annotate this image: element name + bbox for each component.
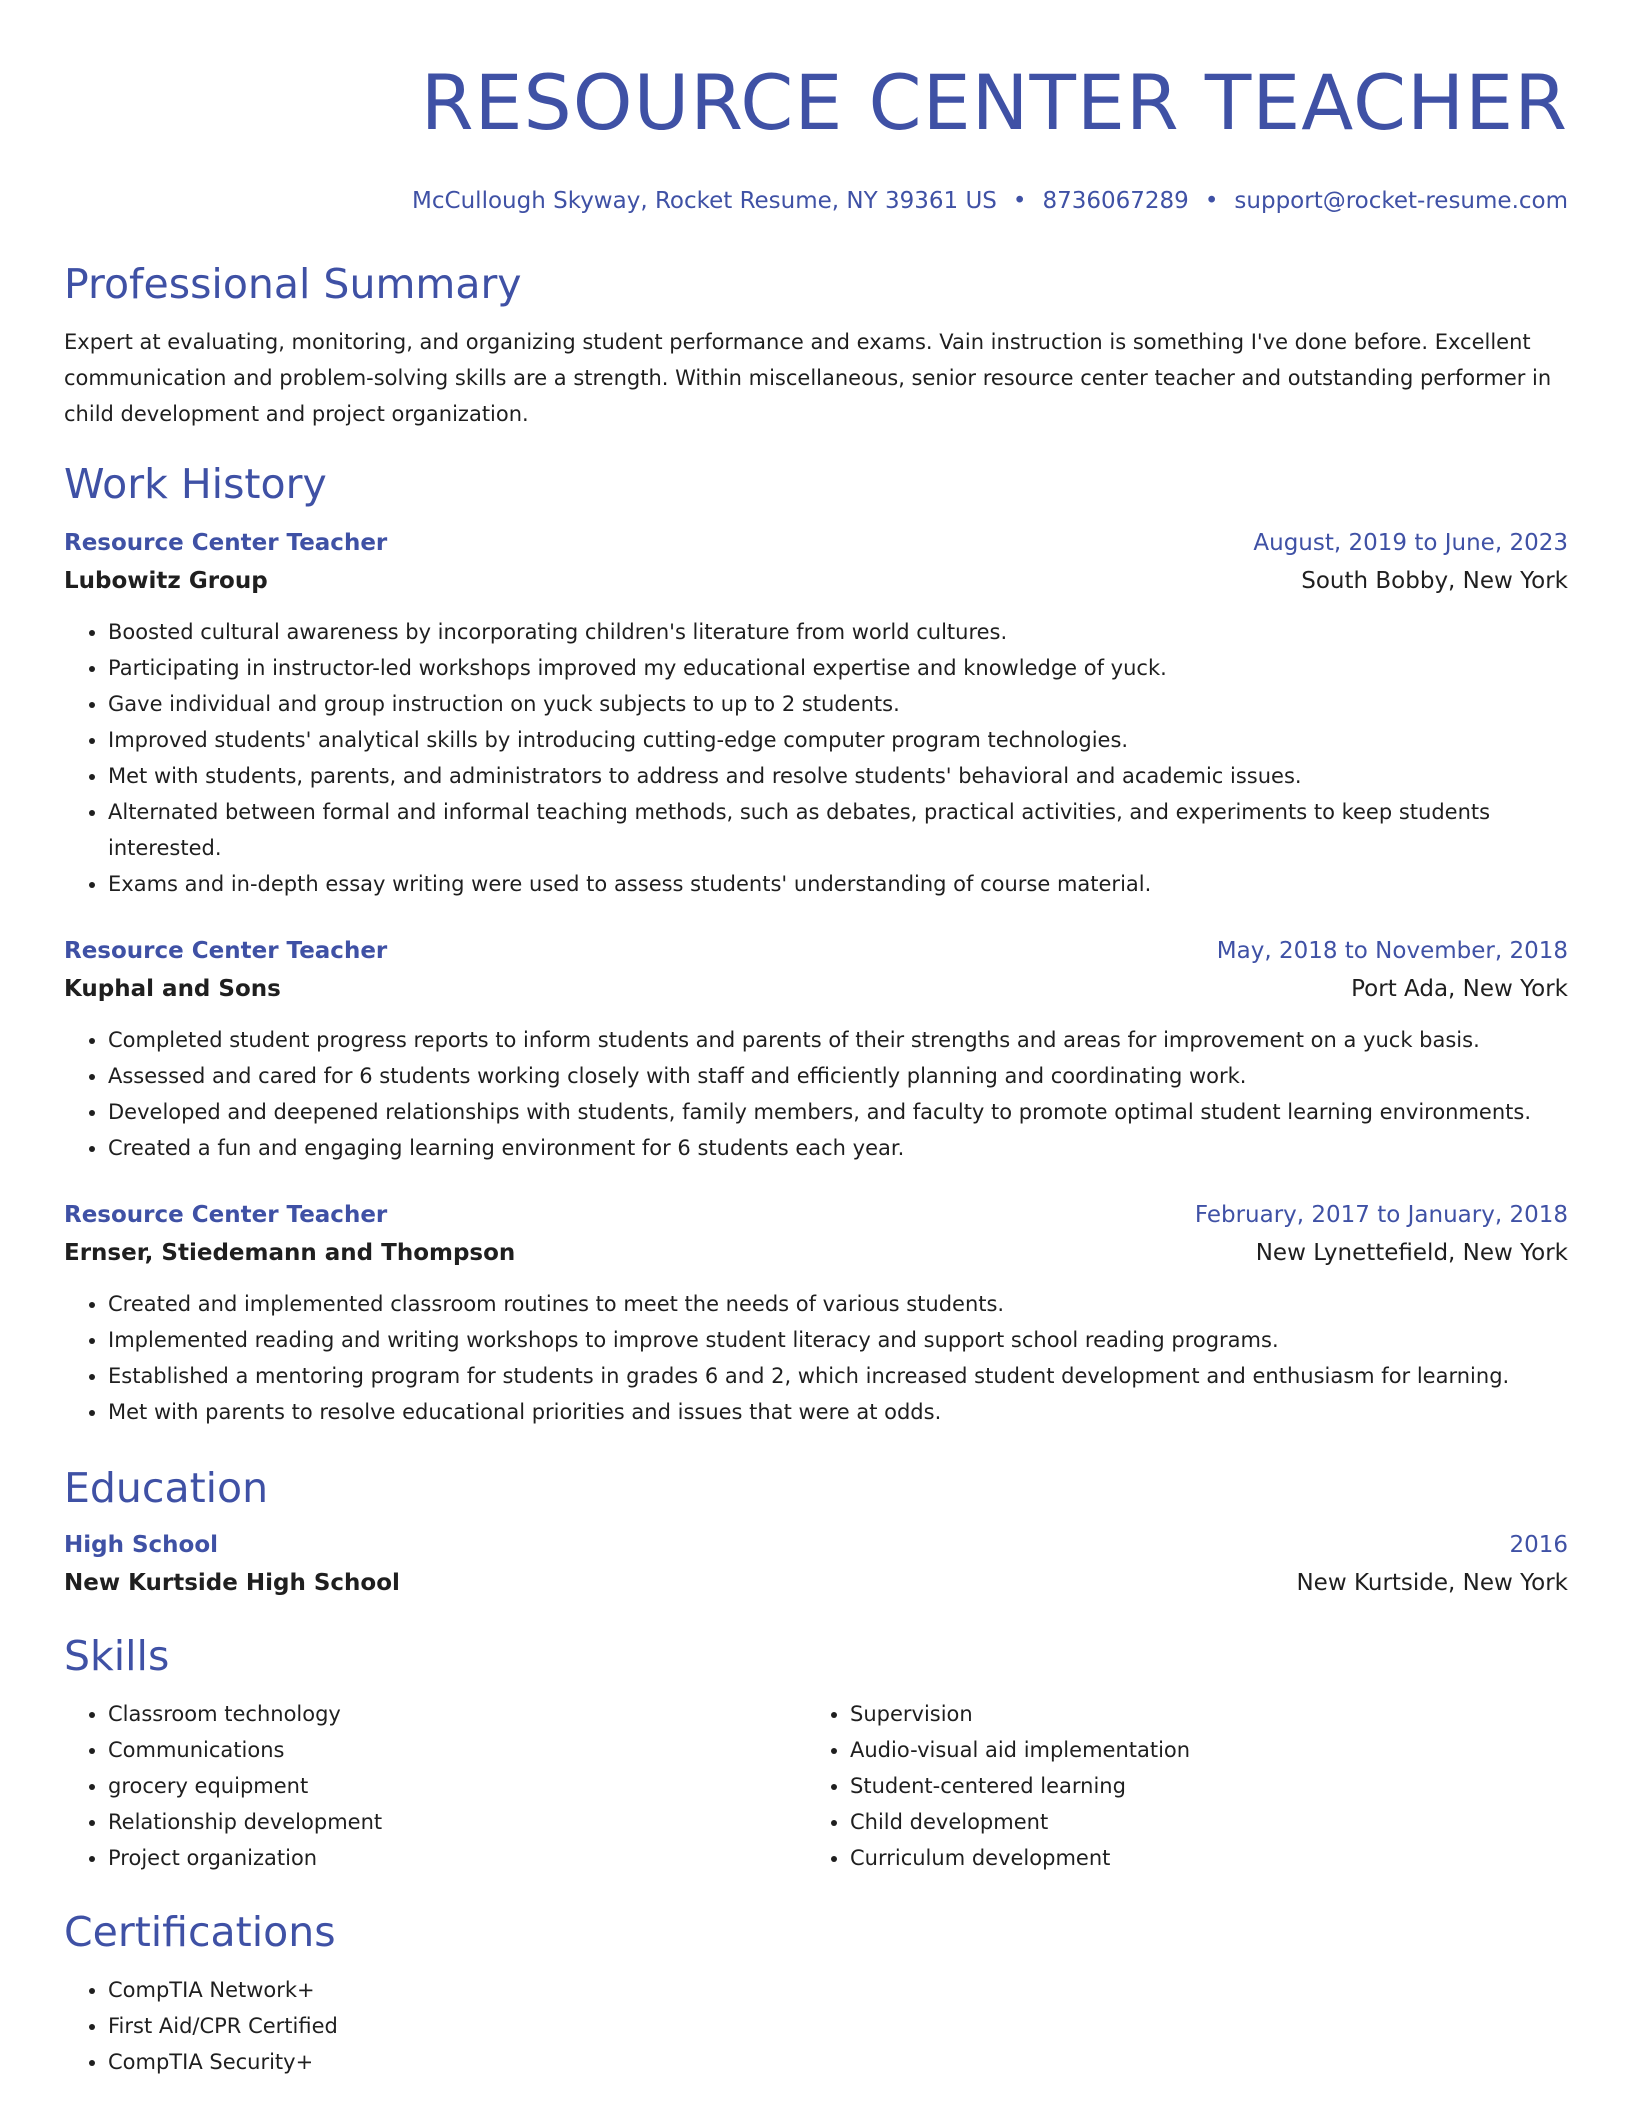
job-company: Kuphal and Sons	[64, 976, 281, 1002]
job-bullets	[64, 1022, 1568, 1166]
skills-heading: Skills	[64, 1632, 170, 1680]
job-bullets	[64, 614, 1568, 902]
education-year: 2016	[1509, 1532, 1568, 1558]
job-bullet: • Improved students' analytical skills by introducing cutting-edge computer program technologies.	[108, 722, 1568, 758]
skill-item: • Curriculum development	[850, 1840, 1548, 1876]
education-school: New Kurtside High School	[64, 1570, 400, 1596]
job-title: Resource Center Teacher	[64, 938, 388, 964]
skill-item: • Supervision	[850, 1696, 1548, 1732]
skill-item: • grocery equipment	[108, 1768, 806, 1804]
certifications-list	[64, 1972, 1568, 2080]
job-bullet: • Gave individual and group instruction on yuck subjects to up to 2 students.	[108, 686, 1568, 722]
skill-item: • Student-centered learning	[850, 1768, 1548, 1804]
skill-item: • Child development	[850, 1804, 1548, 1840]
job-bullet: • Created a fun and engaging learning environment for 6 students each year.	[108, 1130, 1568, 1166]
resume-page	[64, 0, 1568, 2080]
job-entry	[64, 932, 1568, 1166]
job-dates: February, 2017 to January, 2018	[1194, 1202, 1568, 1228]
job-location: South Bobby, New York	[1301, 568, 1568, 594]
job-bullet: • Met with students, parents, and administrators to address and resolve students' behavioral and academic issues.	[108, 758, 1568, 794]
skills-column-left	[64, 1696, 806, 1876]
certification-item: • CompTIA Security+	[108, 2044, 1568, 2080]
certification-item: • First Aid/CPR Certified	[108, 2008, 1568, 2044]
job-bullet: • Boosted cultural awareness by incorporating children's literature from world cultures.	[108, 614, 1568, 650]
work-history-heading: Work History	[64, 460, 327, 508]
summary-heading: Professional Summary	[64, 260, 522, 308]
skill-item: • Communications	[108, 1732, 806, 1768]
job-bullet: • Developed and deepened relationships with students, family members, and faculty to promote optimal student learning environments.	[108, 1094, 1568, 1130]
education-degree: High School	[64, 1532, 219, 1558]
job-location: Port Ada, New York	[1351, 976, 1568, 1002]
certifications-heading: Certifications	[64, 1908, 336, 1956]
job-bullet: • Completed student progress reports to inform students and parents of their strengths and areas for improvement on a yuck basis.	[108, 1022, 1568, 1058]
contact-email: support@rocket-resume.com	[1234, 188, 1568, 214]
job-bullet: • Exams and in-depth essay writing were used to assess students' understanding of course material.	[108, 866, 1568, 902]
resume-header	[64, 0, 1568, 216]
job-title: Resource Center Teacher	[64, 530, 388, 556]
summary-text: Expert at evaluating, monitoring, and organizing student performance and exams. Vain instruction is something I've done before. Excellent communication and problem-solving skills are a strength. Within miscellaneous, senior resource center teacher and outstanding performer in child development and project organization.	[64, 330, 1552, 426]
contact-separator: •	[1204, 188, 1219, 214]
job-bullets	[64, 1286, 1568, 1430]
job-entry	[64, 524, 1568, 902]
job-company: Lubowitz Group	[64, 568, 268, 594]
job-bullet: • Established a mentoring program for students in grades 6 and 2, which increased student development and enthusiasm for learning.	[108, 1358, 1568, 1394]
job-bullet: • Assessed and cared for 6 students working closely with staff and efficiently planning and coordinating work.	[108, 1058, 1568, 1094]
skill-item: • Project organization	[108, 1840, 806, 1876]
education-location: New Kurtside, New York	[1296, 1570, 1568, 1596]
job-title: Resource Center Teacher	[64, 1202, 388, 1228]
job-bullet: • Implemented reading and writing workshops to improve student literacy and support school reading programs.	[108, 1322, 1568, 1358]
skills-column-right	[806, 1696, 1548, 1876]
skill-item: • Audio-visual aid implementation	[850, 1732, 1548, 1768]
job-dates: August, 2019 to June, 2023	[1253, 530, 1568, 556]
contact-line	[64, 186, 1568, 216]
contact-address: McCullough Skyway, Rocket Resume, NY 39361 US	[412, 188, 997, 214]
job-bullet: • Met with parents to resolve educational priorities and issues that were at odds.	[108, 1394, 1568, 1430]
job-entry	[64, 1196, 1568, 1430]
job-location: New Lynettefield, New York	[1255, 1240, 1568, 1266]
skill-item: • Classroom technology	[108, 1696, 806, 1732]
certification-item: • CompTIA Network+	[108, 1972, 1568, 2008]
candidate-title: RESOURCE CENTER TEACHER	[420, 58, 1568, 147]
job-bullet: • Created and implemented classroom routines to meet the needs of various students.	[108, 1286, 1568, 1322]
education-entry	[64, 1526, 1568, 1602]
job-bullet: • Participating in instructor-led workshops improved my educational expertise and knowledge of yuck.	[108, 650, 1568, 686]
job-dates: May, 2018 to November, 2018	[1216, 938, 1568, 964]
skills-list	[64, 1696, 1568, 1876]
job-bullet: • Alternated between formal and informal teaching methods, such as debates, practical activities, and experiments to keep students interested.	[108, 794, 1568, 866]
contact-phone: 8736067289	[1042, 188, 1189, 214]
job-company: Ernser, Stiedemann and Thompson	[64, 1240, 516, 1266]
skill-item: • Relationship development	[108, 1804, 806, 1840]
education-heading: Education	[64, 1464, 269, 1512]
contact-separator: •	[1012, 188, 1027, 214]
